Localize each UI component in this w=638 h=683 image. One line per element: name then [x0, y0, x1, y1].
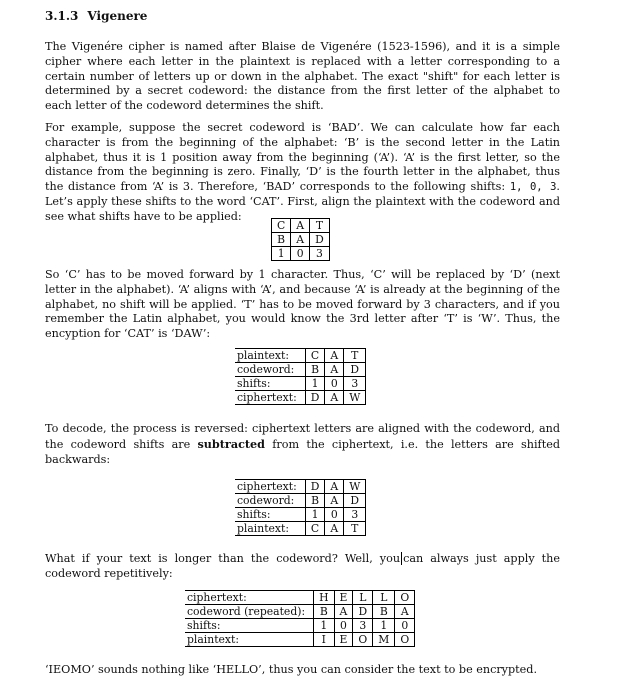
paragraph-conclusion: ‘IEOMO’ sounds nothing like ‘HELLO’, thus you can consider the text to be encrypted.: [45, 663, 537, 676]
table-cell: 0: [325, 508, 344, 522]
table-cell: A: [325, 494, 344, 508]
encryption-table: [235, 348, 366, 405]
table-cell: T: [344, 522, 366, 536]
text-cursor: [401, 552, 402, 565]
table-row: [185, 633, 415, 647]
table-cell: E: [334, 633, 353, 647]
table-cell: 0: [291, 247, 310, 261]
table-cell: 1: [305, 508, 325, 522]
table-cell: A: [291, 233, 310, 247]
table-cell: B: [373, 605, 395, 619]
row-label: ciphertext:: [235, 391, 305, 405]
row-label: plaintext:: [235, 522, 305, 536]
paragraph-decode: [45, 422, 560, 467]
table-cell: A: [395, 605, 415, 619]
table-cell: C: [305, 522, 325, 536]
table-cell: B: [305, 494, 325, 508]
paragraph-decode-text-b: from the ciphertext, i.e. the letters are shifted backwards:: [45, 437, 560, 466]
table-row: [235, 494, 366, 508]
table-cell: 3: [344, 508, 366, 522]
table-cell: D: [310, 233, 330, 247]
table-row: [235, 480, 366, 494]
table-cell: 1: [305, 377, 325, 391]
paragraph-decode-text-a: To decode, the process is reversed: ciphertext letters are aligned with the codeword, and the codeword shifts are: [45, 422, 560, 451]
paragraph-example-text-b: . Let’s apply these shifts to the word ‘CAT’. First, align the plaintext with the codeword and see what shifts have to be applied:: [45, 180, 560, 223]
table-cell: L: [353, 591, 373, 605]
table-row: [272, 233, 330, 247]
row-label: codeword:: [235, 363, 305, 377]
table-row: [185, 605, 415, 619]
paragraph-longer-text: [45, 552, 560, 582]
row-label: ciphertext:: [185, 591, 314, 605]
table-cell: D: [344, 363, 366, 377]
table-cell: 3: [344, 377, 366, 391]
table-cell: A: [325, 522, 344, 536]
table-cell: D: [353, 605, 373, 619]
table-cell: T: [344, 349, 366, 363]
table-cell: A: [291, 219, 310, 233]
paragraph-example: [45, 121, 560, 225]
table-cell: 3: [353, 619, 373, 633]
table-cell: C: [305, 349, 325, 363]
row-label: shifts:: [235, 377, 305, 391]
table-cell: B: [314, 605, 334, 619]
table-row: [235, 391, 366, 405]
row-label: shifts:: [235, 508, 305, 522]
table-row: [235, 363, 366, 377]
row-label: codeword:: [235, 494, 305, 508]
table-cell: A: [325, 391, 344, 405]
table-cell: W: [344, 480, 366, 494]
table-cell: E: [334, 591, 353, 605]
paragraph-example-text-a: For example, suppose the secret codeword is ‘BAD’. We can calculate how far each character is from the beginning of the alphabet: ‘B’ is the second letter in the Latin alphabet, thus it is 1 position away from the beginning (‘A’). ‘A’ is the first letter, so the distance from the beginning is zero. Finally, ‘D’ is the fourth letter in the alphabet, thus the distance from ‘A’ is 3. Therefore, ‘BAD’ corresponds to the following shifts:: [45, 121, 560, 194]
repeated-codeword-table: [185, 590, 415, 647]
table-row: [235, 522, 366, 536]
table-cell: 0: [334, 619, 353, 633]
table-row: [185, 591, 415, 605]
table-cell: A: [334, 605, 353, 619]
table-cell: L: [373, 591, 395, 605]
table-row: [272, 219, 330, 233]
table-cell: A: [325, 363, 344, 377]
row-label: plaintext:: [185, 633, 314, 647]
table-cell: A: [325, 480, 344, 494]
table-cell: M: [373, 633, 395, 647]
table-cell: C: [272, 219, 291, 233]
table-row: [235, 508, 366, 522]
section-heading: [45, 9, 147, 23]
table-cell: D: [305, 480, 325, 494]
table-cell: A: [325, 349, 344, 363]
table-row: [272, 247, 330, 261]
table-cell: H: [314, 591, 334, 605]
row-label: codeword (repeated):: [185, 605, 314, 619]
section-title: Vigenere: [87, 9, 148, 23]
table-cell: 1: [272, 247, 291, 261]
table-cell: O: [395, 591, 415, 605]
decryption-table: [235, 479, 366, 536]
alignment-table: [271, 218, 330, 261]
bold-term: subtracted: [197, 436, 265, 451]
table-cell: 1: [373, 619, 395, 633]
table-row: [235, 349, 366, 363]
paragraph-encrypt-explanation: So ‘C’ has to be moved forward by 1 character. Thus, ‘C’ will be replaced by ‘D’ (next letter in the alphabet). ‘A’ aligns with ‘A’, and because ‘A’ is already at the beginning of the alphabet, no shift will be applied. ‘T’ has to be moved forward by 3 characters, and if you remember the Latin alphabet, you would know the 3rd letter after ‘T’ is ‘W’. Thus, the encyption for ‘CAT’ is ‘DAW’:: [45, 268, 560, 341]
table-cell: W: [344, 391, 366, 405]
row-label: plaintext:: [235, 349, 305, 363]
section-number: 3.1.3: [45, 9, 79, 23]
table-row: [235, 377, 366, 391]
table-cell: 0: [325, 377, 344, 391]
table-row: [185, 619, 415, 633]
table-cell: B: [305, 363, 325, 377]
table-cell: D: [305, 391, 325, 405]
paragraph-intro: The Vigenére cipher is named after Blaise de Vigenére (1523-1596), and it is a simple cipher where each letter in the plaintext is replaced with a letter corresponding to a certain number of letters up or down in the alphabet. The exact "shift" for each letter is determined by a secret codeword: the distance from the first letter of the alphabet to each letter of the codeword determines the shift.: [45, 40, 560, 113]
row-label: ciphertext:: [235, 480, 305, 494]
table-cell: T: [310, 219, 330, 233]
table-cell: O: [395, 633, 415, 647]
table-cell: 3: [310, 247, 330, 261]
shifts-code: 1, 0, 3: [509, 181, 557, 194]
table-cell: B: [272, 233, 291, 247]
table-cell: D: [344, 494, 366, 508]
paragraph-longer-text-b: can always just apply the codeword repetitively:: [45, 552, 560, 580]
table-cell: 1: [314, 619, 334, 633]
table-cell: O: [353, 633, 373, 647]
paragraph-longer-text-a: What if your text is longer than the codeword? Well, you: [45, 552, 401, 565]
table-cell: 0: [395, 619, 415, 633]
table-cell: I: [314, 633, 334, 647]
row-label: shifts:: [185, 619, 314, 633]
